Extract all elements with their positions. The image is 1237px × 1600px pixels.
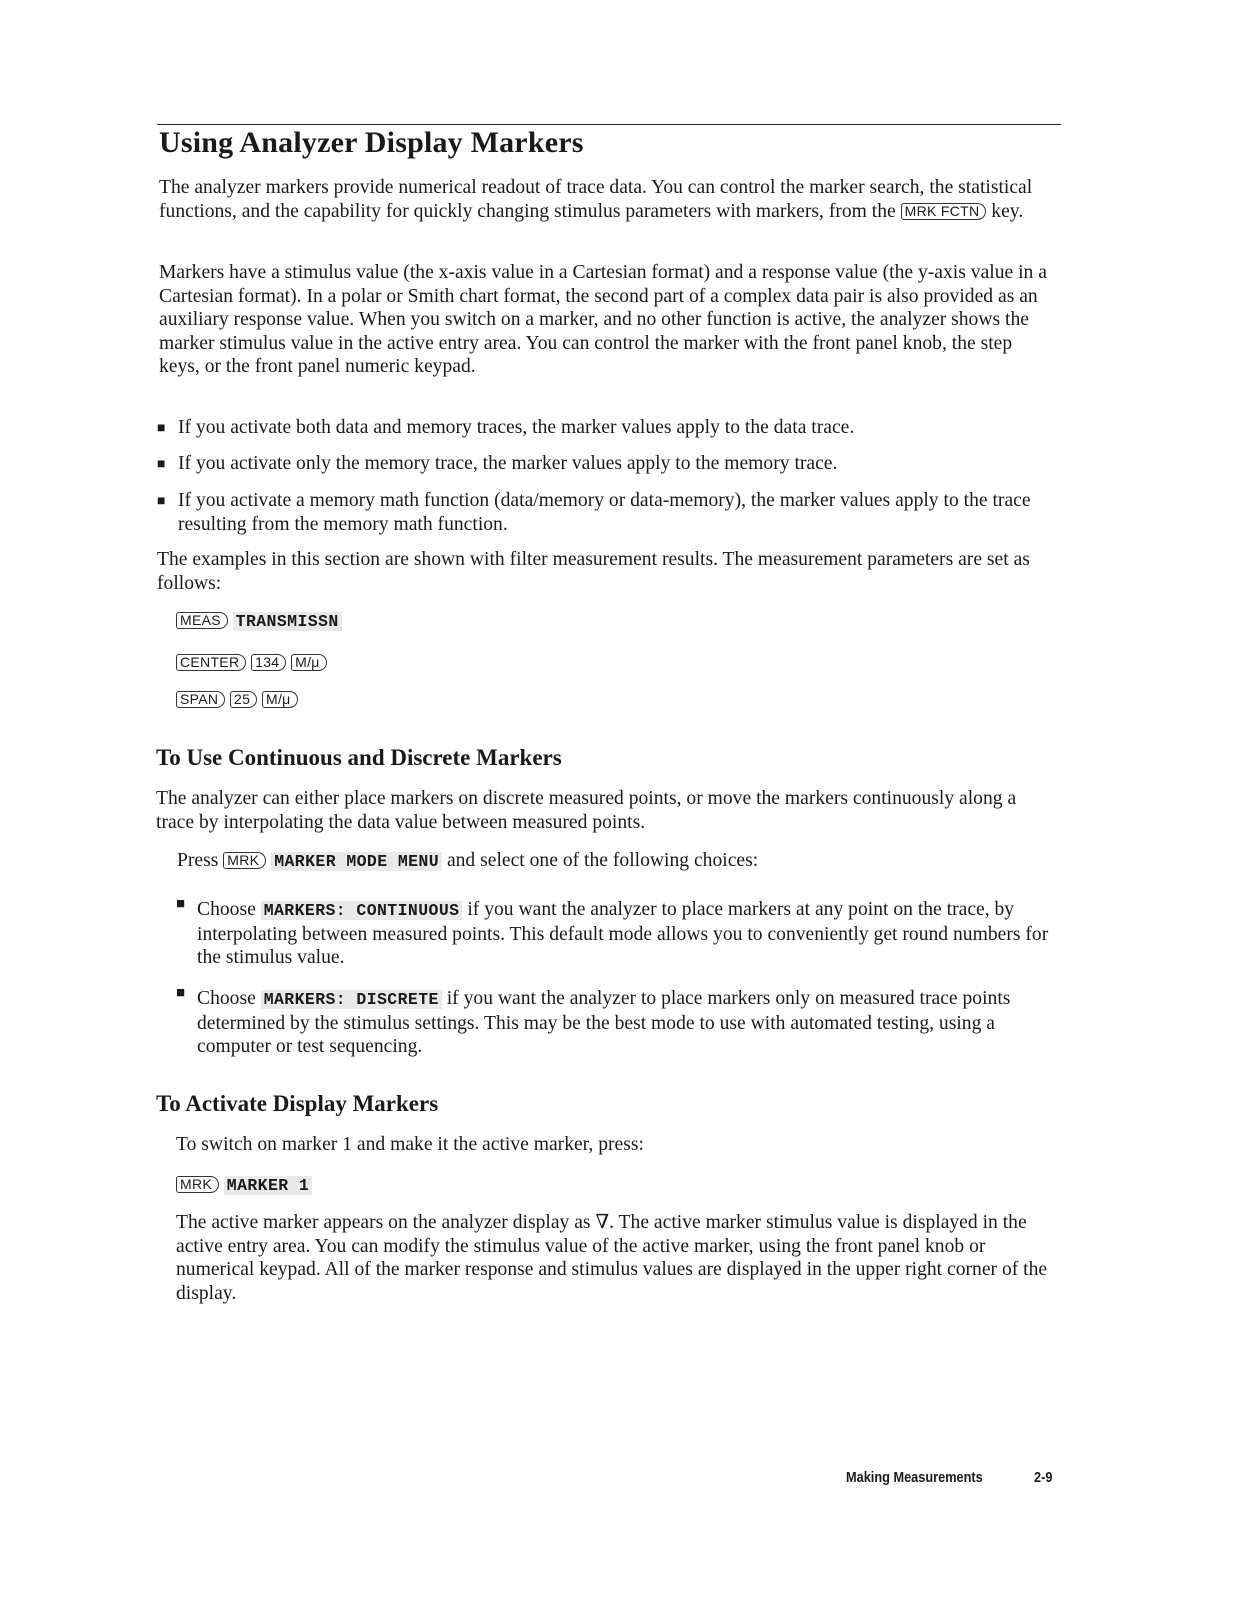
bullet-icon: ■ — [176, 896, 186, 912]
bullet-item: If you activate a memory math function (data/memory or data-memory), the marker values apply to the trace resulting from the memory math function. — [178, 490, 1031, 535]
section-heading-continuous-discrete: To Use Continuous and Discrete Markers — [156, 745, 562, 770]
press-label: Press — [177, 850, 219, 871]
number-key: 134 — [251, 654, 286, 671]
span-key: SPAN — [176, 691, 225, 708]
intro-text: The analyzer markers provide numerical readout of trace data. You can control the marker search, the statistical functions, and the capability for quickly changing stimulus parameters with markers, from the — [159, 177, 1033, 222]
number-key: 25 — [230, 691, 257, 708]
mrk-key: MRK — [223, 852, 266, 869]
setup-paragraph: The examples in this section are shown with filter measurement results. The measurement parameters are set as follows: — [157, 549, 1030, 594]
markers-paragraph: Markers have a stimulus value (the x-axis value in a Cartesian format) and a response value (the y-axis value in a Cartesian format). In a polar or Smith chart format, the second part of a complex data pair is also provided as an auxiliary response value. When you switch on a marker, and no other function is active, the analyzer shows the marker stimulus value in the active entry area. You can control the marker with the front panel knob, the step keys, or the front panel numeric keypad. — [159, 262, 1047, 378]
choice-item-discrete — [197, 987, 1057, 1059]
choose-label: Choose — [197, 899, 256, 920]
bullet-icon: ■ — [157, 494, 166, 509]
key-sequence-meas — [176, 609, 342, 634]
mrk-fctn-key: MRK FCTN — [901, 203, 987, 220]
choice-item-continuous — [197, 898, 1057, 970]
meas-key: MEAS — [176, 612, 228, 629]
key-sequence-center — [176, 651, 327, 675]
bullet-item: If you activate both data and memory traces, the marker values apply to the data trace. — [178, 417, 855, 438]
section1-paragraph: The analyzer can either place markers on discrete measured points, or move the markers continuously along a trace by interpolating the data value between measured points. — [156, 788, 1017, 833]
intro-text-end: key. — [991, 200, 1024, 222]
marker-1-softkey: MARKER 1 — [224, 1176, 312, 1195]
m-mu-key: M/μ — [291, 654, 327, 671]
choice-text: if you want the analyzer to place markers at any point on the trace, by interpolating between measured points. This default mode allows you to conveniently get round numbers for the stimulus value. — [197, 899, 1049, 969]
page-title: Using Analyzer Display Markers — [159, 126, 584, 159]
intro-paragraph — [159, 176, 1039, 223]
section-heading-activate-markers: To Activate Display Markers — [156, 1091, 439, 1116]
section2-paragraph-2: The active marker appears on the analyzer display as ∇. The active marker stimulus value is displayed in the active entry area. You can modify the stimulus value of the active marker, using the front panel knob or numerical keypad. All of the marker response and stimulus values are displayed in the upper right corner of the display. — [176, 1212, 1048, 1304]
section2-paragraph: To switch on marker 1 and make it the active marker, press: — [176, 1134, 644, 1155]
press-instruction — [177, 849, 758, 874]
m-mu-key: M/μ — [262, 691, 298, 708]
press-after-text: and select one of the following choices: — [446, 850, 759, 871]
center-key: CENTER — [176, 654, 246, 671]
key-sequence-marker1 — [176, 1173, 312, 1198]
bullet-icon: ■ — [157, 421, 166, 436]
markers-continuous-softkey: MARKERS: CONTINUOUS — [261, 901, 463, 920]
choose-label: Choose — [197, 988, 256, 1009]
key-sequence-span — [176, 688, 298, 712]
title-rule — [157, 124, 1061, 125]
choice-text: if you want the analyzer to place markers only on measured trace points determined by the stimulus settings. This may be the best mode to use with automated testing, using a computer or test sequencing. — [197, 988, 1011, 1058]
markers-discrete-softkey: MARKERS: DISCRETE — [261, 990, 442, 1009]
marker-mode-menu-softkey: MARKER MODE MENU — [271, 852, 442, 871]
footer-page-number: 2-9 — [1034, 1469, 1053, 1486]
bullet-item: If you activate only the memory trace, the marker values apply to the memory trace. — [178, 453, 838, 474]
transmissn-softkey: TRANSMISSN — [233, 612, 342, 631]
bullet-icon: ■ — [157, 457, 166, 472]
footer-section-title: Making Measurements — [846, 1469, 983, 1486]
mrk-key: MRK — [176, 1176, 219, 1193]
bullet-icon: ■ — [176, 985, 186, 1001]
